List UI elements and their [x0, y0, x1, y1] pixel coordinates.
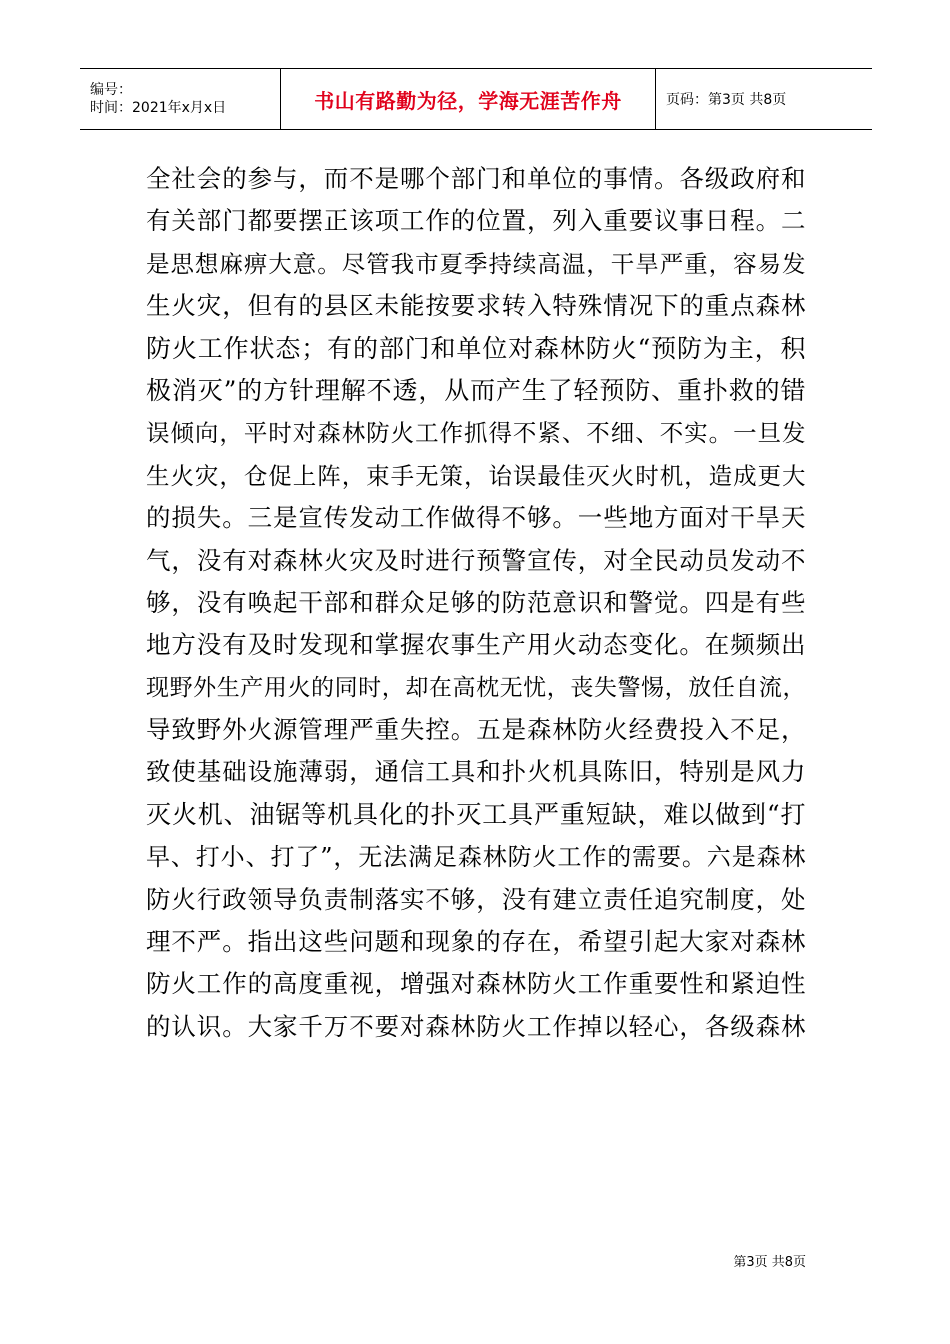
header-page-code: 页码：第3页 共8页	[666, 92, 787, 108]
body-line: 的认识。大家千万不要对森林防火工作掉以轻心，各级森林	[146, 1011, 806, 1041]
body-line: 是思想麻痹大意。尽管我市夏季持续高温，干旱严重，容易发	[146, 249, 806, 278]
body-line: 生火灾，仓促上阵，束手无策，诒误最佳灭火时机，造成更大	[146, 461, 806, 490]
body-line: 全社会的参与，而不是哪个部门和单位的事情。各级政府和	[146, 164, 806, 193]
body-line: 极消灭”的方针理解不透，从而产生了轻预防、重扑救的错	[146, 375, 806, 405]
header-motto: 书山有路勤为径，学海无涯苦作舟	[314, 88, 622, 113]
body-line: 防火工作的高度重视，增强对森林防火工作重要性和紧迫性	[146, 969, 806, 999]
body-line: 的损失。三是宣传发动工作做得不够。一些地方面对干旱天	[146, 503, 806, 533]
page-footer: 第3页 共8页	[733, 1255, 806, 1270]
body-line: 导致野外火源管理严重失控。五是森林防火经费投入不足，	[146, 715, 806, 745]
body-line: 防火工作状态；有的部门和单位对森林防火“预防为主，积	[146, 333, 806, 363]
body-line: 致使基础设施薄弱，通信工具和扑火机具陈旧，特别是风力	[146, 757, 806, 787]
body-line: 有关部门都要摆正该项工作的位置，列入重要议事日程。二	[146, 206, 806, 236]
header-page-cell	[656, 69, 873, 130]
body-line: 防火行政领导负责制落实不够，没有建立责任追究制度，处	[146, 884, 806, 914]
body-line: 生火灾，但有的县区未能按要求转入特殊情况下的重点森林	[146, 291, 806, 321]
body-line: 误倾向，平时对森林防火工作抓得不紧、不细、不实。一旦发	[146, 419, 806, 448]
body-line: 理不严。指出这些问题和现象的存在，希望引起大家对森林	[146, 927, 806, 957]
body-line: 早、打小、打了”，无法满足森林防火工作的需要。六是森林	[146, 843, 806, 872]
body-line: 现野外生产用火的同时，却在高枕无忧，丧失警惕，放任自流，	[146, 674, 806, 701]
document-number-label: 编号：	[90, 82, 132, 98]
document-body	[146, 158, 806, 1048]
header-motto-cell	[281, 69, 656, 130]
document-date-label: 时间：2021年x月x日	[90, 100, 227, 116]
body-line: 地方没有及时发现和掌握农事生产用火动态变化。在频频出	[146, 630, 806, 660]
body-line: 灭火机、油锯等机具化的扑灭工具严重短缺，难以做到“打	[146, 799, 806, 829]
body-line: 气，没有对森林火灾及时进行预警宣传，对全民动员发动不	[146, 545, 806, 575]
document-header	[80, 68, 872, 130]
header-meta-cell	[80, 69, 281, 130]
body-line: 够，没有唤起干部和群众足够的防范意识和警觉。四是有些	[146, 587, 806, 617]
